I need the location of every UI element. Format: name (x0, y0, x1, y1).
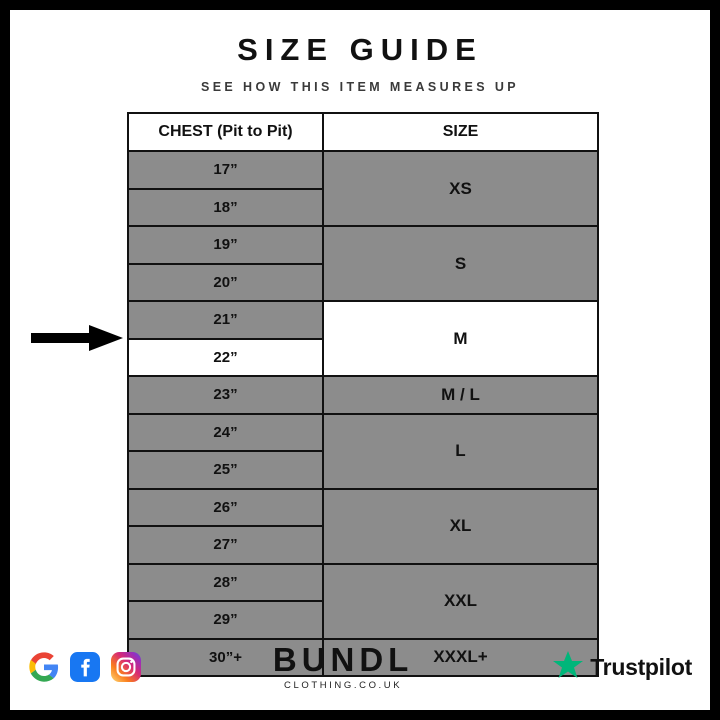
size-value: XXXL+ (323, 639, 598, 677)
table-row (128, 376, 598, 414)
chest-value-selected: 22” (128, 339, 323, 377)
chest-value: 28” (128, 564, 323, 602)
size-guide-card (10, 10, 710, 710)
brand-logo (273, 643, 413, 691)
chest-value: 29” (128, 601, 323, 639)
social-links (28, 651, 142, 683)
size-value: L (323, 414, 598, 489)
instagram-icon[interactable] (110, 651, 142, 683)
footer (10, 638, 710, 696)
table-header-row (128, 113, 598, 151)
google-icon[interactable] (28, 651, 60, 683)
size-value: XL (323, 489, 598, 564)
brand-domain: CLOTHING.CO.UK (283, 680, 403, 691)
page-title: SIZE GUIDE (237, 32, 483, 67)
chest-value: 27” (128, 526, 323, 564)
size-value: S (323, 226, 598, 301)
size-table (127, 112, 599, 677)
table-row (128, 301, 598, 339)
size-value: M / L (323, 376, 598, 414)
chest-value: 20” (128, 264, 323, 302)
chest-value: 17” (128, 151, 323, 189)
chest-value: 23” (128, 376, 323, 414)
column-header-chest: CHEST (Pit to Pit) (128, 113, 323, 151)
chest-value: 21” (128, 301, 323, 339)
facebook-icon[interactable] (69, 651, 101, 683)
size-table-wrapper (127, 112, 593, 677)
chest-value: 25” (128, 451, 323, 489)
brand-name: BUNDL (272, 641, 414, 678)
table-row (128, 564, 598, 602)
chest-value: 24” (128, 414, 323, 452)
left-arrow-icon (31, 325, 123, 351)
trustpilot-logo[interactable] (552, 649, 692, 686)
size-value: XXL (323, 564, 598, 639)
size-value-selected: M (323, 301, 598, 376)
column-header-size: SIZE (323, 113, 598, 151)
size-table-body (128, 151, 598, 676)
table-row (128, 414, 598, 452)
chest-value: 26” (128, 489, 323, 527)
table-row (128, 489, 598, 527)
page-subtitle: SEE HOW THIS ITEM MEASURES UP (200, 80, 520, 94)
chest-value: 18” (128, 189, 323, 227)
table-row (128, 226, 598, 264)
table-row (128, 151, 598, 189)
trustpilot-star-icon (552, 649, 584, 686)
chest-value: 19” (128, 226, 323, 264)
size-value: XS (323, 151, 598, 226)
trustpilot-wordmark: Trustpilot (590, 653, 692, 680)
chest-value: 30”+ (128, 639, 323, 677)
